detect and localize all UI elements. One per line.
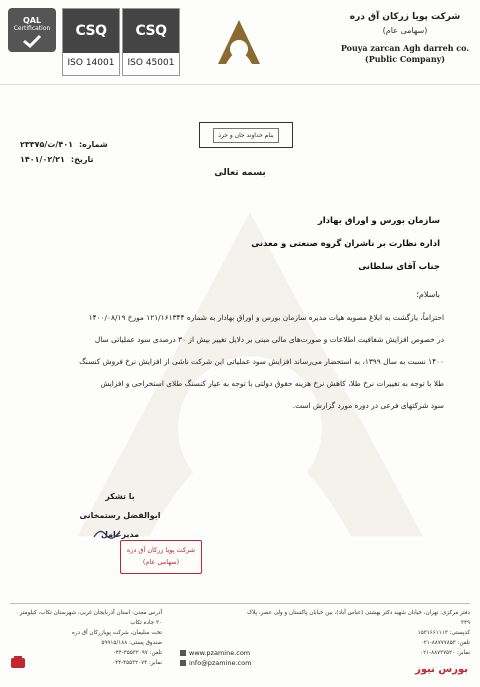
letter-date-value: ۱۴۰۱/۰۲/۲۱ bbox=[20, 155, 65, 164]
recipient-line: سازمان بورس و اوراق بهادار bbox=[317, 216, 440, 226]
office-fax: نمابر: ۸۸۷۳۷۵۲۰-۰۲۱ bbox=[420, 650, 470, 656]
signer-title: مدیرعامل bbox=[100, 530, 140, 539]
certification-badges bbox=[8, 8, 180, 74]
handwritten-signature bbox=[92, 525, 122, 543]
cert-brand: CSQ bbox=[123, 9, 179, 53]
letter-number-value: ۴۰۱/ت/۲۳۳۷۵ bbox=[20, 140, 73, 149]
greeting: باسلام؛ bbox=[416, 290, 440, 299]
mine-address: آدرس معدن: استان آذربایجان غربی، شهرستان تکاب، کیلومتر ۳۰ جاده تکاب bbox=[19, 610, 162, 626]
recipient-line: جناب آقای سلطانی bbox=[358, 262, 440, 272]
office-phone: تلفن: ۸۸۷۷۷۸۵۳-۰۲۱ bbox=[420, 640, 470, 646]
header-divider bbox=[0, 84, 480, 85]
qal-certification-badge bbox=[8, 8, 58, 74]
csq-iso45001-badge bbox=[122, 8, 180, 76]
seal-line2: (سهامی عام) bbox=[142, 558, 180, 566]
cert-label: ISO 45001 bbox=[127, 58, 175, 68]
mine-addr2: تخت سلیمان، شرکت پویازرکان آق دره bbox=[71, 630, 162, 636]
company-name-en bbox=[340, 43, 470, 65]
signer-name: ابوالفضل رستمخانی bbox=[79, 511, 161, 520]
website-line bbox=[180, 648, 300, 658]
cert-label: ISO 14001 bbox=[67, 58, 115, 68]
mine-fax: نمابر: ۴۵۵۳۲۰۷۴-۰۴۴ bbox=[112, 660, 162, 666]
company-logo bbox=[216, 18, 262, 68]
letterhead-stamp bbox=[199, 122, 293, 148]
company-name-fa: شرکت پویا زرکان آق دره bbox=[349, 12, 461, 22]
letterhead-stamp-text: بنام خداوند جان و خرد bbox=[213, 128, 278, 143]
email-line bbox=[180, 658, 300, 668]
cert-brand: CSQ bbox=[63, 9, 119, 53]
letter-date-label: تاریخ: bbox=[70, 155, 94, 164]
brand-watermark: بورس نیوز bbox=[415, 664, 468, 675]
footer-mine-address bbox=[12, 608, 162, 668]
letter-body bbox=[36, 307, 444, 417]
company-name-block bbox=[340, 12, 470, 65]
csq-iso14001-badge bbox=[62, 8, 120, 76]
letter-meta bbox=[20, 137, 150, 167]
body-line: در خصوص افزایش شفافیت اطلاعات و صورت‌های مالی مبنی بر دلایل تغییر بیش از ۳۰ درصدی سود عملیاتی سال bbox=[94, 335, 444, 344]
recipient-line: اداره نظارت بر ناشران گروه صنعتی و معدنی bbox=[251, 239, 440, 249]
company-type-fa: (سهامی عام) bbox=[382, 26, 428, 35]
qal-title: QAL bbox=[22, 16, 42, 25]
seal-line1: شرکت پویا زرکان آق دره bbox=[126, 546, 196, 554]
email-icon bbox=[180, 660, 186, 666]
checkmark-icon bbox=[22, 34, 42, 48]
mine-phone: تلفن: ۴۵۵۳۲۰۹۷-۰۴۴ bbox=[112, 650, 162, 656]
footer-divider bbox=[10, 603, 470, 604]
recipients-block bbox=[140, 210, 440, 279]
globe-icon bbox=[180, 650, 186, 656]
phone-icon bbox=[8, 654, 28, 672]
closing-text: با تشکر bbox=[105, 492, 135, 501]
letter-number-row bbox=[20, 137, 150, 152]
body-line: ۱۴۰۰ نسبت به سال ۱۳۹۹، به استحضار می‌رساند افزایش سود عملیاتی این شرکت ناشی از افزایش نرخ فروش کنسنگ bbox=[79, 357, 444, 366]
company-name-en-line1: Pouya zarcan Agh darreh co. bbox=[340, 43, 470, 53]
office-postal: کدپستی: ۱۵۳۱۶۶۱۱۱۳ bbox=[417, 630, 470, 636]
bismillah-heading: بسمه تعالی bbox=[214, 168, 266, 178]
body-line: طلا با توجه به تغییرات نرخ طلا، کاهش نرخ هزینه حقوق دولتی با توجه به عیار کنسنگ طلای استخراجی و افزایش bbox=[100, 379, 444, 388]
footer-web bbox=[180, 648, 300, 668]
office-address: دفتر مرکزی: تهران، خیابان شهید دکتر بهشتی (عباس آباد)، بین خیابان پاکستان و ولی عصر، پلاک ۳۴۹ bbox=[247, 610, 470, 626]
body-line: احتراماً، بازگشت به ابلاغ مصوبه هیات مدیره سازمان بورس و اوراق بهادار به شماره ۱۲۱/۱۶۱۳۴۴ مورخ ۱۴۰۰/۰۸/۱۹ bbox=[88, 313, 444, 322]
letter-date-row bbox=[20, 152, 150, 167]
mine-postal: صندوق پستی: ۵۹۹۱۵/۱۸۸ bbox=[101, 640, 162, 646]
website-link[interactable]: www.pzamine.com bbox=[189, 649, 251, 657]
company-type-en: (Public Company) bbox=[364, 54, 446, 64]
company-seal-stamp bbox=[120, 540, 202, 574]
letter-number-label: شماره: bbox=[78, 140, 108, 149]
qal-subtitle: Certification bbox=[13, 25, 51, 32]
body-line: سود شرکتهای فرعی در دوره مورد گزارش است. bbox=[292, 401, 444, 410]
email-link[interactable]: info@pzamine.com bbox=[189, 659, 252, 667]
